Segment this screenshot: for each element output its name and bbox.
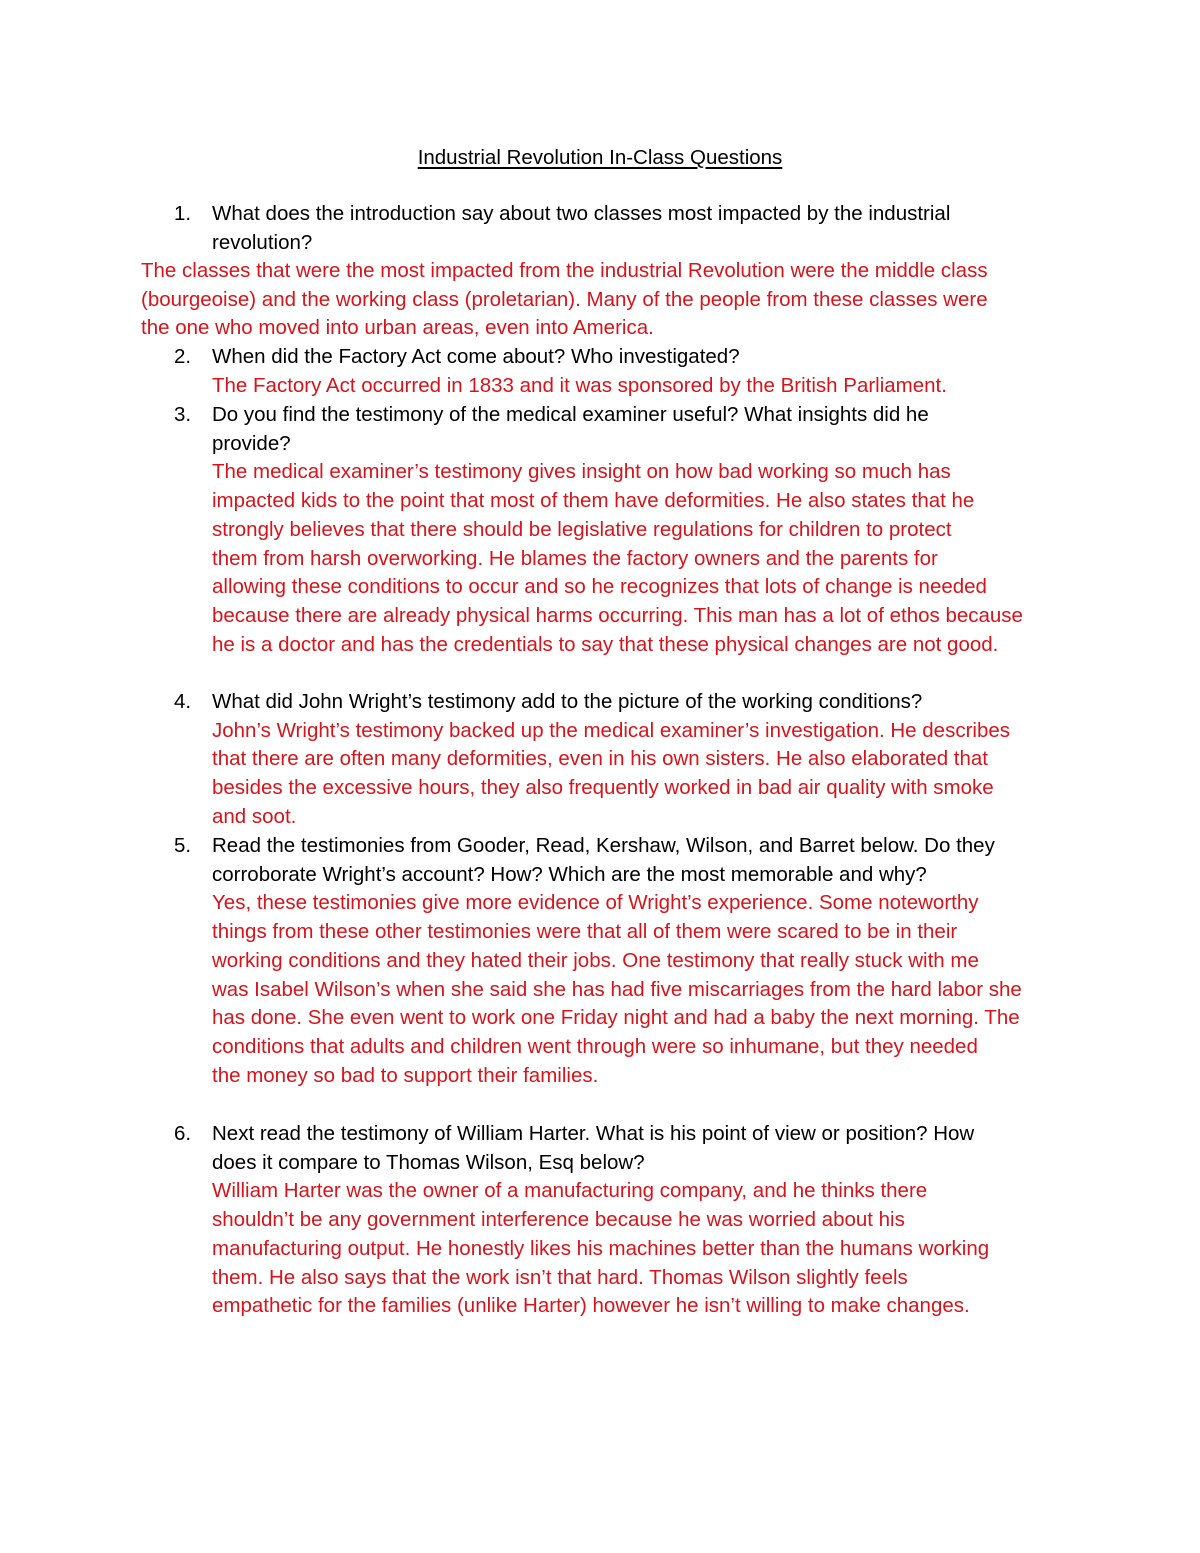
answer-text-line: he is a doctor and has the credentials to say that these physical changes are not good.: [212, 632, 999, 656]
answer-text-line: strongly believes that there should be legislative regulations for children to protect: [212, 517, 952, 541]
answer-text-line: the money so bad to support their families.: [212, 1063, 599, 1087]
answer-text-line: was Isabel Wilson’s when she said she has had five miscarriages from the hard labor she: [212, 977, 1022, 1001]
question-number: 3.: [174, 403, 192, 426]
answer-text-line: (bourgeoise) and the working class (proletarian). Many of the people from these classes were: [141, 287, 988, 311]
answer-text-line: The Factory Act occurred in 1833 and it was sponsored by the British Parliament.: [212, 373, 947, 397]
question-5: [174, 832, 1072, 1090]
answer-text-line: The medical examiner’s testimony gives insight on how bad working so much has: [212, 460, 951, 484]
document-title-text: Industrial Revolution In-Class Questions: [417, 146, 783, 169]
answer-text-line: them. He also says that the work isn’t that hard. Thomas Wilson slightly feels: [212, 1265, 908, 1289]
answer-text-line: and soot.: [212, 804, 297, 828]
answer-text-line: working conditions and they hated their jobs. One testimony that really stuck with me: [212, 948, 979, 972]
document-title: [0, 144, 1200, 172]
question-text-line: revolution?: [212, 230, 313, 254]
answer-text-line: because there are already physical harms occurring. This man has a lot of ethos because: [212, 603, 1023, 627]
question-3: [174, 401, 1072, 659]
answer-text-line: Yes, these testimonies give more evidence of Wright’s experience. Some noteworthy: [212, 891, 979, 915]
question-1: [174, 200, 1072, 257]
answer-text-line: conditions that adults and children went through were so inhumane, but they needed: [212, 1034, 978, 1058]
answer-text-line: William Harter was the owner of a manufacturing company, and he thinks there: [212, 1179, 928, 1203]
question-number: 5.: [174, 834, 192, 857]
answer-text-line: things from these other testimonies were that all of them were scared to be in their: [212, 920, 958, 944]
answer-text-line: the one who moved into urban areas, even into America.: [141, 316, 654, 340]
question-text-line: Do you find the testimony of the medical examiner useful? What insights did he: [212, 403, 929, 426]
answer-text-line: shouldn’t be any government interference because he was worried about his: [212, 1208, 905, 1232]
question-number: 4.: [174, 690, 192, 713]
question-text-line: provide?: [212, 431, 291, 455]
answer-text-line: The classes that were the most impacted from the industrial Revolution were the middle class: [141, 259, 988, 282]
question-4: [174, 688, 1072, 832]
question-2: [174, 343, 1072, 400]
answer-text-line: has done. She even went to work one Friday night and had a baby the next morning. The: [212, 1006, 1020, 1030]
question-number: 6.: [174, 1122, 192, 1145]
answer-text-line: John’s Wright’s testimony backed up the medical examiner’s investigation. He describes: [212, 718, 1011, 742]
answer-text-line: allowing these conditions to occur and so he recognizes that lots of change is needed: [212, 575, 987, 599]
question-text-line: does it compare to Thomas Wilson, Esq below?: [212, 1150, 645, 1174]
question-text-line: Read the testimonies from Gooder, Read, Kershaw, Wilson, and Barret below. Do they: [212, 834, 995, 857]
answer-text-line: besides the excessive hours, they also frequently worked in bad air quality with smoke: [212, 776, 994, 800]
question-number: 1.: [174, 202, 192, 225]
question-number: 2.: [174, 345, 192, 368]
answer-text-line: empathetic for the families (unlike Harter) however he isn’t willing to make changes.: [212, 1294, 970, 1318]
answer-text-line: impacted kids to the point that most of them have deformities. He also states that he: [212, 489, 975, 513]
question-text-line: What did John Wright’s testimony add to the picture of the working conditions?: [212, 690, 923, 713]
question-text-line: What does the introduction say about two classes most impacted by the industrial: [212, 202, 951, 225]
answer-1: [141, 257, 988, 343]
question-6: [174, 1120, 1072, 1321]
question-text-line: Next read the testimony of William Harter. What is his point of view or position? How: [212, 1122, 975, 1145]
question-text-line: corroborate Wright’s account? How? Which are the most memorable and why?: [212, 862, 927, 886]
question-text-line: When did the Factory Act come about? Who investigated?: [212, 345, 740, 368]
answer-text-line: manufacturing output. He honestly likes his machines better than the humans working: [212, 1236, 990, 1260]
answer-text-line: that there are often many deformities, even in his own sisters. He also elaborated that: [212, 747, 988, 771]
answer-text-line: them from harsh overworking. He blames the factory owners and the parents for: [212, 546, 938, 570]
